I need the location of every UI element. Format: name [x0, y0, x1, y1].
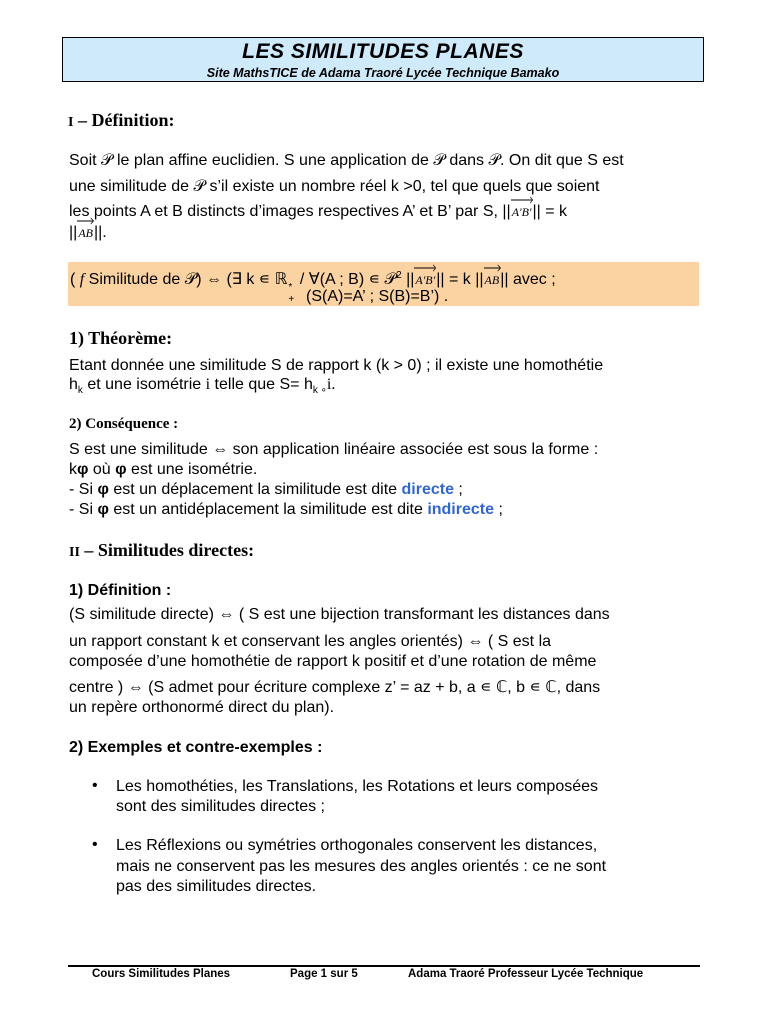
superscript-star: * — [288, 282, 293, 293]
definition-line-3-end: || = k — [532, 203, 568, 220]
subscript-k-compose: k ∘ — [312, 385, 327, 396]
definition-line-3-text: les points A et B distincts d’images respectives A’ et B’ par S, || — [69, 203, 511, 220]
theorem-line-1: Etant donnée une similitude S de rapport k (k > 0) ; il existe une homothétie — [69, 357, 604, 374]
consequence-text: où — [88, 461, 116, 478]
vector-label: A'B' — [415, 273, 436, 287]
consequence-line-2 — [69, 460, 257, 480]
section-2-heading — [69, 540, 254, 561]
bullet-1-line-1: Les homothéties, les Translations, les Rotations et leurs composées — [116, 778, 599, 795]
box-text-4: || = k || — [436, 271, 484, 288]
vector-label: A'B' — [511, 205, 532, 219]
consequence-line-1: S est une similitude ⇔ son application linéaire associée est sous la forme : — [69, 441, 599, 458]
period: . — [331, 376, 336, 393]
box-text-5: || avec ; — [500, 271, 556, 288]
consequence-heading: 2) Conséquence : — [69, 416, 179, 432]
subscript-k: k — [77, 385, 83, 396]
section-1-heading-text: – Définition: — [73, 110, 175, 130]
phi-symbol: φ — [97, 481, 109, 498]
box-open-paren: ( — [70, 271, 80, 288]
definition-line-3 — [69, 202, 567, 222]
phi-symbol-2: φ — [115, 461, 127, 478]
definition-box-line-2: (S(A)=A’ ; S(B)=B’) . — [306, 288, 449, 305]
consequence-line-3 — [69, 480, 463, 500]
document-subtitle: Site MathsTICE de Adama Traoré Lycée Technique Bamako — [206, 66, 560, 80]
subscript-plus: + — [288, 294, 295, 305]
footer-divider — [68, 965, 700, 967]
vector-ab — [77, 223, 94, 243]
dash-si: - Si — [69, 501, 98, 518]
semicolon: ; — [453, 481, 463, 498]
footer-course-title: Cours Similitudes Planes — [92, 968, 231, 980]
vector-label: AB — [78, 226, 93, 240]
k-letter: k — [69, 461, 77, 478]
definition-line-4 — [69, 223, 107, 243]
consequence-text-2: est une isométrie. — [126, 461, 258, 478]
section-2-heading-text: – Similitudes directes: — [79, 540, 255, 560]
definition-line-2: une similitude de 𝒫 s’il existe un nombre réel k >0, tel que quels que soient — [69, 178, 600, 195]
definition-2-line-2: un rapport constant k et conservant les angles orientés) ⇔ ( S est la — [69, 633, 552, 650]
box-text-3: || — [401, 271, 415, 288]
theorem-line-2 — [69, 375, 335, 401]
definition-line-1: Soit 𝒫 le plan affine euclidien. S une application de 𝒫 dans 𝒫. On dit que S est — [69, 152, 624, 169]
vector-arrow-icon — [414, 265, 436, 271]
bullet-2-line-3: pas des similitudes directes. — [116, 878, 317, 895]
consequence-line-4 — [69, 500, 503, 520]
theorem-text-2: telle que S= h — [210, 376, 313, 393]
theorem-text: et une isométrie — [82, 376, 206, 393]
bullet-icon: • — [92, 777, 98, 794]
bullet-1-line-2: sont des similitudes directes ; — [116, 798, 325, 815]
title-box — [62, 37, 704, 82]
isometry-i: i — [205, 376, 211, 393]
consequence-text: est un déplacement la similitude est dite — [108, 481, 402, 498]
vector-a-prime-b-prime — [511, 202, 533, 222]
semicolon: ; — [494, 501, 503, 518]
isometry-i-2: i — [326, 376, 332, 393]
norm-bars-open: || — [69, 224, 78, 241]
term-indirecte: indirecte — [427, 501, 494, 518]
vector-arrow-icon — [484, 265, 501, 271]
dash-si: - Si — [69, 481, 98, 498]
norm-bars-close: ||. — [93, 224, 107, 241]
vector-arrow-icon — [77, 218, 94, 224]
document-title: LES SIMILITUDES PLANES — [242, 40, 524, 63]
function-f: f — [79, 271, 85, 288]
term-directe: directe — [401, 481, 454, 498]
superscript-2: 2 — [396, 270, 402, 281]
consequence-text: est un antidéplacement la similitude est dite — [108, 501, 428, 518]
h-letter: h — [69, 376, 78, 393]
vector-arrow-icon — [511, 197, 533, 203]
phi-symbol: φ — [97, 501, 109, 518]
box-text-1: Similitude de 𝒫) ⇔ (∃ k ∊ ℝ — [84, 271, 288, 288]
definition-2-line-5: un repère orthonormé direct du plan). — [69, 699, 335, 716]
definition-2-heading: 1) Définition : — [69, 582, 172, 599]
footer-author: Adama Traoré Professeur Lycée Technique — [408, 968, 644, 980]
bullet-2-line-2: mais ne conservent pas les mesures des angles orientés : ce ne sont — [116, 858, 607, 875]
definition-2-line-1: (S similitude directe) ⇔ ( S est une bijection transformant les distances dans — [69, 606, 610, 623]
bullet-2-line-1: Les Réflexions ou symétries orthogonales conservent les distances, — [116, 837, 598, 854]
theorem-heading: 1) Théorème: — [69, 328, 173, 348]
section-1-roman: I — [68, 115, 74, 130]
vector-label: AB — [484, 273, 500, 287]
bullet-icon: • — [92, 836, 98, 853]
definition-2-line-3: composée d’une homothétie de rapport k positif et d’une rotation de même — [69, 653, 597, 670]
examples-heading: 2) Exemples et contre-exemples : — [69, 739, 323, 756]
section-1-heading — [68, 110, 174, 131]
phi-symbol: φ — [77, 461, 89, 478]
vector-ab — [484, 270, 501, 290]
box-text-2: / ∀(A ; B) ∊ 𝒫 — [295, 271, 397, 288]
footer-page-number: Page 1 sur 5 — [290, 968, 358, 980]
section-2-roman: II — [69, 545, 80, 560]
definition-2-line-4: centre ) ⇔ (S admet pour écriture complexe z’ = az + b, a ∊ ℂ, b ∊ ℂ, dans — [69, 679, 601, 696]
